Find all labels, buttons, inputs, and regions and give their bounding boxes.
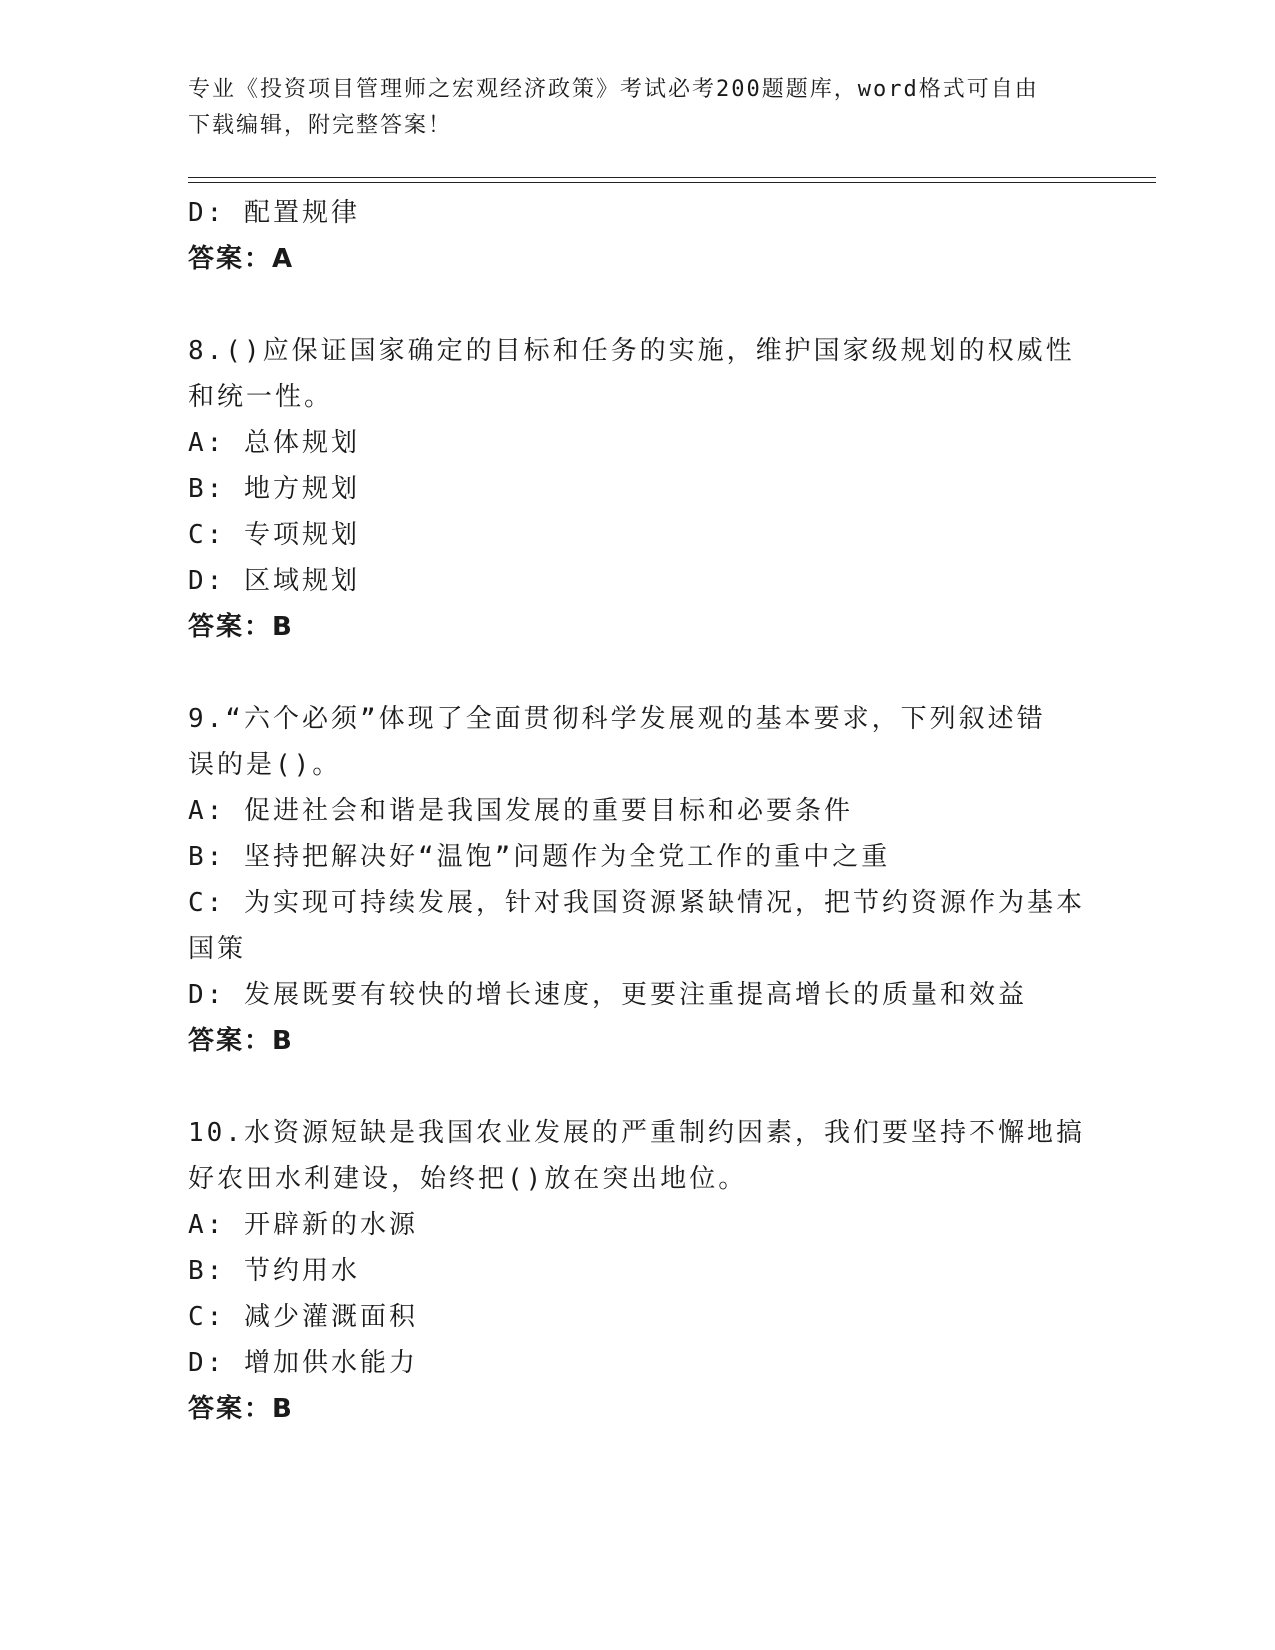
question-stem: 8.()应保证国家确定的目标和任务的实施，维护国家级规划的权威性 — [188, 336, 1075, 366]
answer: 答案：B — [188, 1026, 294, 1056]
header-line-2: 下载编辑，附完整答案！ — [188, 113, 453, 138]
option-d: D: 发展既要有较快的增长速度，更要注重提高增长的质量和效益 — [188, 980, 1027, 1010]
question-10 — [188, 1110, 1088, 1432]
option-b: B: 坚持把解决好“温饱”问题作为全党工作的重中之重 — [188, 842, 891, 872]
header-rule-top — [188, 177, 1156, 178]
question-stem: 10.水资源短缺是我国农业发展的严重制约因素，我们要坚持不懈地搞 — [188, 1118, 1085, 1148]
option-a: A: 总体规划 — [188, 428, 360, 458]
option-a: A: 开辟新的水源 — [188, 1210, 418, 1240]
question-stem-cont: 和统一性。 — [188, 382, 334, 412]
option-a: A: 促进社会和谐是我国发展的重要目标和必要条件 — [188, 796, 853, 826]
option-c: C: 专项规划 — [188, 520, 360, 550]
option-d: D: 区域规划 — [188, 566, 360, 596]
question-stem: 9.“六个必须”体现了全面贯彻科学发展观的基本要求，下列叙述错 — [188, 704, 1046, 734]
option-b: B: 地方规划 — [188, 474, 360, 504]
document-body — [188, 190, 1088, 1432]
spacer — [188, 650, 1088, 696]
option-c-cont: 国策 — [188, 934, 247, 964]
option-b: B: 节约用水 — [188, 1256, 360, 1286]
answer: 答案：B — [188, 1394, 294, 1424]
option-c: C: 减少灌溉面积 — [188, 1302, 418, 1332]
header-rule-bottom — [188, 182, 1156, 183]
question-9 — [188, 696, 1088, 1064]
answer: 答案：B — [188, 612, 294, 642]
spacer — [188, 282, 1088, 328]
option-d: D: 增加供水能力 — [188, 1348, 418, 1378]
header-line-1: 专业《投资项目管理师之宏观经济政策》考试必考200题题库，word格式可自由 — [188, 77, 1039, 102]
spacer — [188, 1064, 1088, 1110]
question-stem-cont: 误的是()。 — [188, 750, 342, 780]
question-8 — [188, 328, 1088, 650]
option-c: C: 为实现可持续发展，针对我国资源紧缺情况，把节约资源作为基本 — [188, 888, 1085, 918]
document-header — [188, 72, 1088, 144]
question-stem-cont: 好农田水利建设，始终把()放在突出地位。 — [188, 1164, 748, 1194]
option-d: D: 配置规律 — [188, 198, 360, 228]
answer: 答案：A — [188, 244, 295, 274]
